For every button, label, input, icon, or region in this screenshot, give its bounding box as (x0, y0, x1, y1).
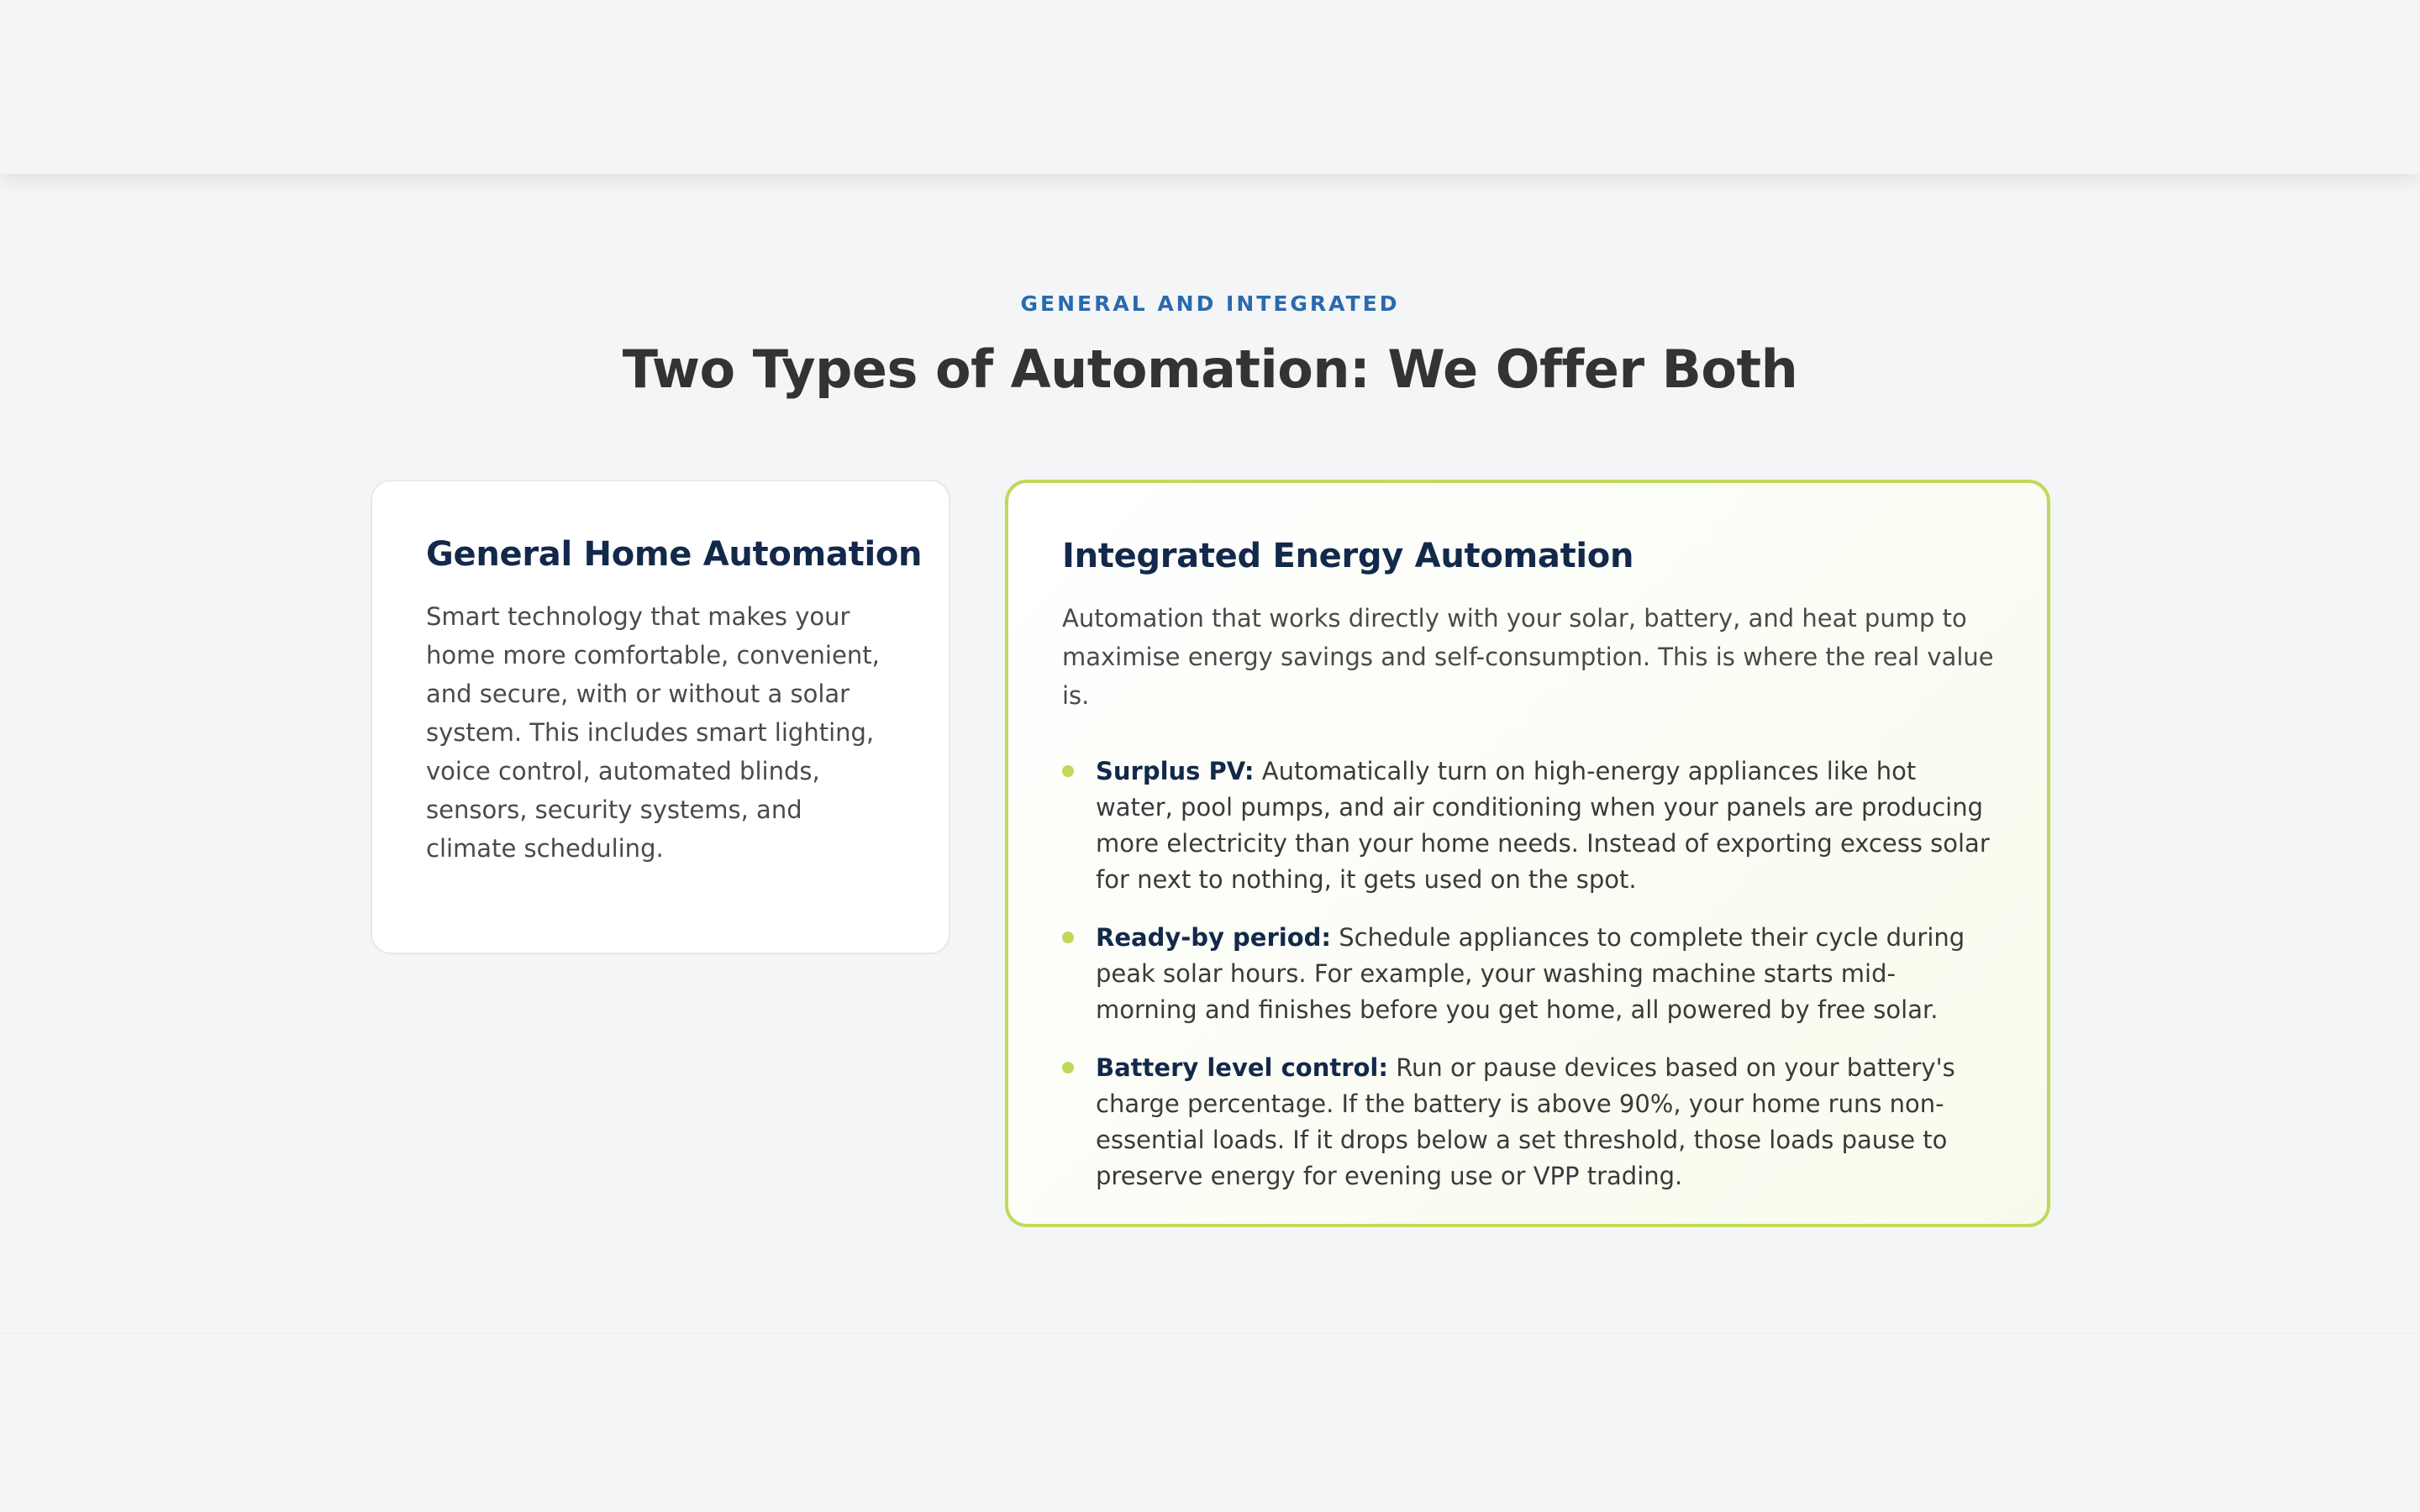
integrated-automation-card (1005, 480, 2050, 1227)
integrated-card-title: Integrated Energy Automation (1062, 537, 1634, 575)
next-section-band (0, 1333, 2420, 1512)
feature-label: Ready-by period: (1096, 923, 1331, 952)
feature-item-surplus-pv (1062, 753, 1996, 898)
feature-label: Surplus PV: (1096, 757, 1255, 785)
bullet-dot-icon (1062, 1062, 1074, 1074)
general-automation-card (371, 480, 950, 954)
general-card-title: General Home Automation (426, 535, 923, 574)
automation-types-section (0, 174, 2420, 1333)
integrated-card-description: Automation that works directly with your solar, battery, and heat pump to maximise energy savings and self-consumption. This is where the real value is. (1062, 604, 1994, 710)
feature-text: Automatically turn on high-energy appliances like hot water, pool pumps, and air conditioning when your panels are producing more electricity than your home needs. Instead of exporting excess solar for next to nothing, it gets used on the spot. (1096, 757, 1990, 894)
section-eyebrow: GENERAL AND INTEGRATED (1020, 291, 1400, 316)
section-heading: Two Types of Automation: We Offer Both (622, 339, 1798, 400)
feature-text: Schedule appliances to complete their cycle during peak solar hours. For example, your washing machine starts mid-morning and finishes before you get home, all powered by free solar. (1096, 923, 1965, 1024)
feature-text: Run or pause devices based on your battery's charge percentage. If the battery is above 90%, your home runs non-essential loads. If it drops below a set threshold, those loads pause to preserve energy for evening use or VPP trading. (1096, 1053, 1955, 1190)
bullet-dot-icon (1062, 765, 1074, 777)
top-navigation-bar (0, 0, 2420, 174)
feature-list (1062, 753, 1996, 1194)
feature-label: Battery level control: (1096, 1053, 1388, 1082)
feature-item-ready-by-period (1062, 920, 1996, 1028)
feature-item-battery-level-control (1062, 1050, 1996, 1194)
general-card-description: Smart technology that makes your home more comfortable, convenient, and secure, with or without a solar system. This includes smart lighting, voice control, automated blinds, sensors, security systems, and climate scheduling. (426, 602, 880, 863)
bullet-dot-icon (1062, 932, 1074, 943)
